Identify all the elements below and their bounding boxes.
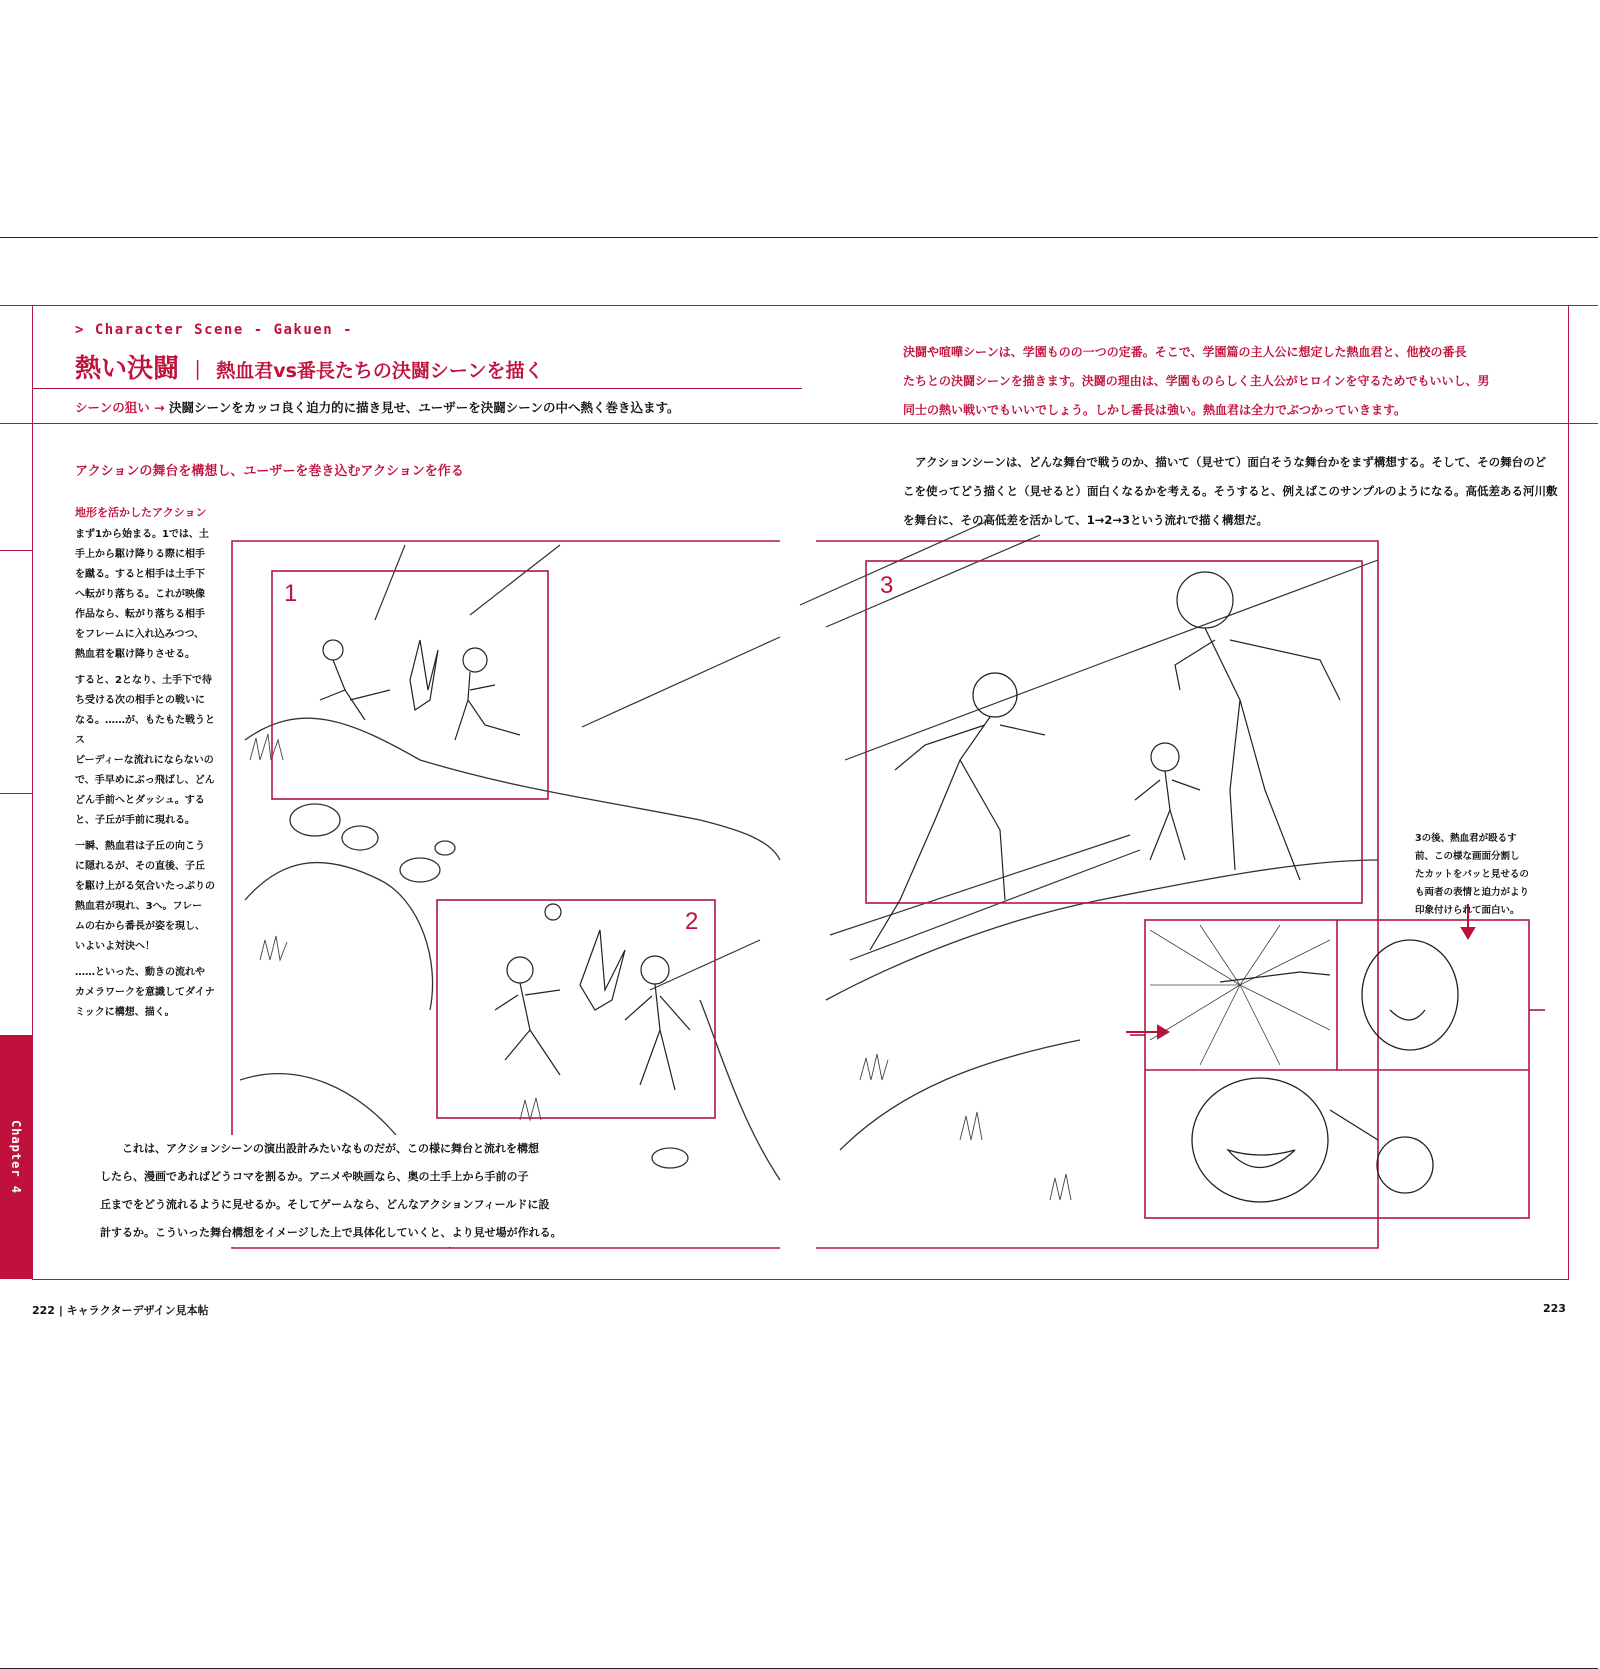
side-paragraph-4: ……といった、動きの流れや カメラワークを意識してダイナ ミックに構想、描く。 [75,967,215,1018]
left-page-number: 222 [32,1304,55,1317]
chapter-tab-label: Chapter 4 [9,1119,23,1195]
intro-text: 決闘や喧嘩シーンは、学園ものの一つの定番。そこで、学園篇の主人公に想定した熱血君と、他校の番長 たちとの決闘シーンを描きます。決闘の理由は、学園ものらしく主人公がヒロインを守るためでもいいし、男 同士の熱い戦いでもいいでしょう。しかし番長は強い。熱血君は全力でぶつかっていきます。 [903,345,1490,417]
footer-divider: | [58,1304,67,1317]
title-main: 熱い決闘 [75,354,180,384]
goal-label: シーンの狙い [75,400,150,415]
side-paragraph-3: 一瞬、熱血君は子丘の向こう に隠れるが、その直後、子丘 を駆け上がる気合いたっぷりの 熱血君が現れ、3へ。フレー ムの右から番長が姿を現し、 いよいよ対決へ！ [75,841,215,952]
book-title: キャラクターデザイン見本帖 [66,1304,209,1317]
arrow-right-icon: → [154,400,165,415]
side-paragraph-2: すると、2となり、土手下で待 ち受ける次の相手との戦いに なる。……が、もたもた戦うとス ピーディーな流れにならないの で、手早めにぶっ飛ばし、どん どん手前へとダッシュ。する と、子丘が手前に現れる。 [75,675,215,826]
section-heading: アクションの舞台を構想し、ユーザーを巻き込むアクションを作る [75,464,464,479]
footer-left [32,1302,209,1318]
bottom-body-text: これは、アクションシーンの演出設計みたいなものだが、この様に舞台と流れを構想 したら、漫画であればどうコマを割るか。アニメや映画なら、奥の土手上から手前の子 丘までをどう流れるように見せるか。そしてゲームなら、どんなアクションフィールドに設 計するか。こういった舞台構想をイメージした上で具体化していくと、より見せ場が作れる。 [100,1135,570,1247]
chapter-tab [0,1035,32,1279]
right-page-number: 223 [1543,1302,1566,1315]
title-divider: ｜ [188,360,208,382]
subheading: 地形を活かしたアクション [75,506,207,519]
right-body-text: アクションシーンは、どんな舞台で戦うのか、描いて（見せて）面白そうな舞台かをまず構想する。そして、その舞台のど こを使ってどう描くと（見せると）面白くなるかを考える。そうすると、例えばこのサンプルのようになる。高低差ある河川敷 を舞台に、その高低差を活かして、1→2→3という流れで描く構想だ。 [903,455,1558,527]
split-panel-note: 3の後、熱血君が殴るす 前、この様な画面分割し たカットをパッと見せるの も両者の表情と迫力がより 印象付けられて面白い。 [1415,833,1530,916]
title-sub: 熱血君vs番長たちの決闘シーンを描く [216,360,544,382]
panel-number-1: 1 [284,580,298,607]
goal-text: 決闘シーンをカッコ良く迫力的に描き見せ、ユーザーを決闘シーンの中へ熱く巻き込ます。 [168,400,680,415]
side-paragraph-1: まず1から始まる。1では、土 手上から駆け降りる際に相手 を蹴る。すると相手は土手下 へ転がり落ちる。これが映像 作品なら、転がり落ちる相手 をフレームに入れ込みつつ、 熱血君を駆け降りさせる。 [75,529,209,660]
section-kicker: > Character Scene - Gakuen - [75,322,354,338]
panel-number-2: 2 [685,908,699,935]
panel-number-3: 3 [880,572,894,599]
